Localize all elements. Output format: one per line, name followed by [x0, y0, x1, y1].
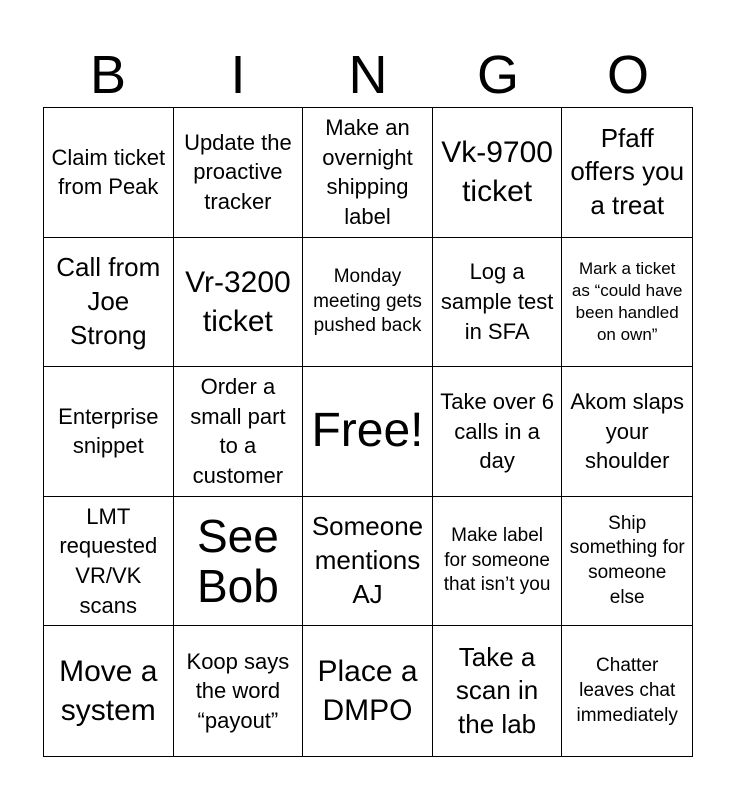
bingo-cell-r1c1[interactable] — [44, 108, 174, 238]
cell-text: Enterprise snippet — [58, 403, 159, 459]
cell-text: Mark a ticket as “could have been handled on own” — [571, 258, 683, 344]
bingo-cell-r5c1[interactable] — [44, 626, 174, 756]
cell-text: Chatter leaves chat immediately — [576, 655, 678, 726]
cell-text: Monday meeting gets pushed back — [313, 265, 422, 337]
bingo-cell-r1c2[interactable] — [174, 108, 304, 238]
bingo-cell-r2c2[interactable] — [174, 238, 304, 368]
cell-text: Place a DMPO — [317, 655, 418, 728]
bingo-cell-free[interactable] — [303, 367, 433, 497]
cell-text: Call from Joe Strong — [56, 252, 161, 350]
cell-text: Log a sample test in SFA — [440, 259, 554, 344]
header-letter-g: G — [476, 45, 519, 105]
bingo-cell-r4c2[interactable] — [174, 497, 304, 627]
cell-text: Koop says the word “payout” — [186, 648, 290, 734]
bingo-cell-r3c2[interactable] — [174, 367, 304, 497]
bingo-cell-r4c5[interactable] — [562, 497, 692, 627]
bingo-cell-r4c3[interactable] — [303, 497, 433, 627]
cell-text: Akom slaps your shoulder — [570, 388, 685, 474]
free-space-text: Free! — [311, 404, 424, 458]
bingo-cell-r5c2[interactable] — [174, 626, 304, 756]
cell-text: Order a small part to a customer — [190, 374, 286, 489]
cell-text: Move a system — [59, 655, 158, 728]
header-letter-i: I — [230, 45, 246, 105]
cell-text: Take a scan in the lab — [455, 641, 539, 740]
bingo-card-grid — [43, 107, 693, 757]
cell-text: Pfaff offers you a treat — [570, 122, 685, 221]
bingo-cell-r1c5[interactable] — [562, 108, 692, 238]
cell-text: Claim ticket from Peak — [51, 144, 166, 200]
bingo-cell-r5c4[interactable] — [433, 626, 563, 756]
bingo-cell-r5c3[interactable] — [303, 626, 433, 756]
cell-text: Take over 6 calls in a day — [440, 388, 554, 474]
bingo-cell-r3c1[interactable] — [44, 367, 174, 497]
bingo-cell-r2c1[interactable] — [44, 238, 174, 368]
bingo-cell-r5c5[interactable] — [562, 626, 692, 756]
cell-text: Make an overnight shipping label — [322, 114, 413, 229]
cell-text: Ship something for someone else — [569, 512, 685, 608]
bingo-cell-r1c3[interactable] — [303, 108, 433, 238]
header-letter-o: O — [606, 45, 649, 105]
cell-text: Vr-3200 ticket — [185, 265, 291, 338]
bingo-cell-r1c4[interactable] — [433, 108, 563, 238]
bingo-cell-r3c4[interactable] — [433, 367, 563, 497]
bingo-cell-r4c1[interactable] — [44, 497, 174, 627]
bingo-header — [43, 42, 693, 108]
bingo-cell-r2c5[interactable] — [562, 238, 692, 368]
bingo-cell-r3c5[interactable] — [562, 367, 692, 497]
cell-text: See Bob — [196, 509, 279, 613]
cell-text: Someone mentions AJ — [311, 511, 424, 609]
cell-text: Update the proactive tracker — [184, 129, 292, 215]
header-letter-n: N — [348, 45, 388, 105]
bingo-cell-r2c4[interactable] — [433, 238, 563, 368]
header-letter-b: B — [89, 45, 127, 105]
bingo-cell-r2c3[interactable] — [303, 238, 433, 368]
bingo-cell-r4c4[interactable] — [433, 497, 563, 627]
cell-text: Vk-9700 ticket — [441, 136, 553, 209]
cell-text: LMT requested VR/VK scans — [59, 503, 158, 618]
cell-text: Make label for someone that isn’t you — [443, 525, 551, 596]
